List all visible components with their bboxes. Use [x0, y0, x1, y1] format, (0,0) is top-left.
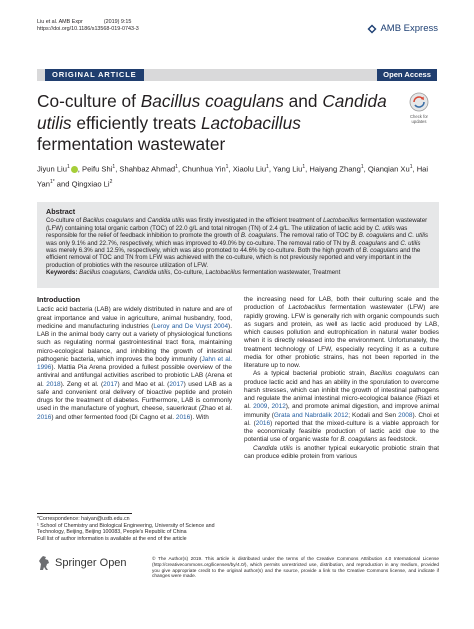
text-run: Lactic acid bacteria (LAB) are widely distributed in nature and are of great importance and value in agriculture, animal husbandry, food, medicine and manufacturing industries ( — [37, 306, 232, 330]
author-conjunction: and — [54, 179, 72, 189]
citation-link[interactable]: 2009 — [253, 403, 268, 411]
keywords-label: Keywords: — [46, 269, 78, 277]
author-name[interactable]: Qingxiao Li — [71, 179, 110, 189]
keywords-list — [77, 269, 340, 276]
citation-link[interactable]: 2008 — [398, 411, 413, 419]
italic-term: B. coagulans — [240, 232, 277, 240]
author-info-note: Full list of author information is available at the end of the article — [37, 535, 187, 542]
paragraph — [244, 296, 439, 370]
author-affiliation-marker: 1 — [302, 164, 306, 170]
citation-link[interactable]: 2018 — [46, 380, 61, 388]
check-for-updates-label: Check for updates — [410, 114, 428, 124]
author-name[interactable]: Yang Liu — [272, 164, 303, 174]
text-run: ). Mattia Pia Arena provided a fullest possible overview of the antiviral and antifungal activities ascribed to probiotic LAB (Arena et al. — [37, 364, 232, 388]
text-run: , Co-culture, — [170, 269, 206, 277]
title-text: fermentation wastewater — [37, 134, 226, 154]
text-run: ) and Mao et al. ( — [117, 380, 170, 388]
text-run: As a typical bacterial probiotic strain, — [253, 370, 370, 378]
text-run: fermentation wastewater (LFW) are rapidly growing. LFW is generally rich with organic compounds such as sugars and protein, as well as lactic acid produced by LAB, which causes pollution and eutrophication in natural water bodies when it is directly released into the environment. Unfortunately, the treatment technology of LFW, especially recycling it as a culture media for other probiotic strains, has not been reported in the literature up to now. — [244, 304, 439, 369]
paragraph — [244, 445, 439, 462]
author-name[interactable]: Qianqian Xu — [367, 164, 410, 174]
footnote-divider — [37, 513, 132, 514]
text-run: and — [386, 239, 401, 247]
paragraph — [244, 370, 439, 444]
text-run: . The removal ratio of TOC by — [276, 232, 359, 240]
italic-term: Lactobacillus — [288, 304, 326, 312]
keywords — [46, 269, 430, 276]
text-run: ). With — [190, 413, 209, 421]
text-run: ). Choi et al. ( — [244, 411, 439, 427]
author-name[interactable]: Jiyun Liu — [37, 164, 67, 174]
abstract-heading: Abstract — [46, 207, 76, 216]
publisher-logo[interactable] — [37, 555, 127, 571]
author-list: Jiyun Liu$^1$ , Peifu Shi$^1$, Shahbaz Ahmad$^1$, Chunhua Yin$^1$, Xiaolu Liu$^1$, Yang Liu$^1$, Haiyang Zhang$^1$, Qianqian Xu$^1$, Hai Yan$^{1*}$ and Qingxiao Li$^2$ — [37, 164, 429, 189]
text-run: ), and promote animal digestion, and improve animal immunity ( — [244, 403, 440, 419]
text-run: and — [394, 232, 408, 240]
citation-link[interactable]: Grata and Nabrdalik 2012 — [273, 411, 349, 419]
text-run: and — [133, 217, 148, 225]
doi-link[interactable]: https://doi.org/10.1186/s13568-019-0743-3 — [37, 26, 139, 32]
text-run: ) and other fermented food (Di Cagno et al. — [51, 413, 176, 421]
text-run: , — [130, 269, 134, 277]
springer-horse-icon — [37, 555, 51, 571]
affiliation-note: ¹ School of Chemistry and Biological Engineering, University of Science and Technology, Beijing, Beijing 100083, People's Republic of China — [37, 522, 215, 535]
text-run: is another typical eukaryotic probiotic strain that can produce edible protein from various — [244, 444, 439, 460]
italic-term: Lactobacillus — [205, 269, 241, 277]
text-run: the increasing need for LAB, both their culturing scale and the production of — [244, 296, 439, 312]
running-header — [37, 19, 139, 33]
italic-term: B. coagulans — [362, 247, 399, 255]
citation-link[interactable]: 2016 — [255, 419, 271, 427]
text-run: was firstly investigated in the efficient treatment of — [184, 217, 324, 225]
text-run: was only 9.1% and 22.7%, respectively, which was improved to 49.0% by co-culture. The removal ratio of TN by — [46, 239, 352, 247]
text-run: ) reported that the mixed-culture is a viable approach for the economically feasible production of lactic acid due to the potential use of organic waste for — [244, 419, 439, 444]
text-run: ) used LAB as a safe and convenient oral delivery of bioactive peptide and protein drugs for the treatment of diabetes. Furthermore, LAB is commonly used in the manufacture of yoghurt, cheese, sauerkraut (Zhao et al. — [37, 380, 232, 413]
italic-term: B. coagulans — [340, 436, 378, 444]
italic-term: C. utilis — [407, 232, 429, 240]
footnotes — [37, 516, 232, 542]
author-name[interactable]: Peifu Shi — [82, 164, 113, 174]
body-left-column — [37, 296, 232, 422]
title-genus: Lactobacillus — [200, 112, 301, 133]
text-run: ). Zeng et al. ( — [60, 380, 104, 388]
journal-citation: Liu et al. AMB Expr — [37, 19, 83, 25]
author-name[interactable]: Shahbaz Ahmad — [119, 164, 176, 174]
check-for-updates-icon — [409, 92, 429, 112]
text-run: as feedstock. — [377, 436, 418, 444]
open-access-badge: Open Access — [377, 69, 437, 81]
author-affiliation-marker: 1 — [66, 164, 70, 170]
abstract-text — [46, 217, 430, 269]
article-title — [37, 91, 397, 156]
text-run: fermentation wastewater (LFW) containing total organic carbon (TOC) of 22.0 g/L and total nitrogen (TN) of 2.4 g/L. The utilization of lactic acid by — [46, 217, 428, 232]
correspondence-note: *Correspondence: haiyan@ustb.edu.cn — [37, 516, 130, 522]
italic-term: C. utilis — [374, 224, 395, 232]
citation-link[interactable]: 2012 — [271, 403, 286, 411]
citation-link[interactable]: Leroy and De Vuyst 2004 — [153, 322, 229, 330]
paragraph — [37, 306, 232, 422]
italic-term: B. coagulans — [351, 239, 387, 247]
author-name[interactable]: Hai Yan — [37, 164, 429, 189]
italic-term: Bacillus coagulans — [79, 269, 130, 277]
author-affiliation-marker: 1 — [112, 164, 116, 170]
citation-link[interactable]: 2017 — [169, 380, 184, 388]
text-run: fermentation wastewater, Treatment — [240, 269, 341, 277]
orcid-icon[interactable] — [71, 166, 78, 173]
article-type-label: ORIGINAL ARTICLE — [45, 69, 144, 81]
title-species: Bacillus coagulans — [140, 91, 284, 111]
title-text: and — [283, 91, 323, 111]
title-text: Co-culture of — [37, 91, 141, 111]
text-run: , — [267, 403, 272, 411]
author-name[interactable]: Haiyang Zhang — [309, 164, 361, 174]
text-run: ; Kodali and Sen — [348, 411, 399, 419]
check-for-updates-button[interactable] — [401, 92, 437, 124]
author-affiliation-marker: 1 — [225, 164, 229, 170]
author-affiliation-marker: 2 — [109, 178, 113, 185]
article-type-bar — [37, 69, 437, 81]
italic-term: B. coagulans — [358, 232, 395, 240]
italic-term: Candida utilis — [253, 444, 293, 452]
citation-link[interactable]: 2016 — [37, 413, 52, 421]
title-species: Candida utilis — [37, 91, 387, 133]
italic-term: Bacillus coagulans — [82, 217, 134, 225]
license-statement: © The Author(s) 2019. This article is distributed under the terms of the Creative Commons Attribution 4.0 International License (http://creativecommons.org/licenses/by/4.0/), which permits unrestricted use, distribution, and reproduction in any medium, provided you give appropriate credit to the original author(s) and the source, provide a link to the Creative Commons license, and indicate if changes were made. — [152, 557, 439, 580]
title-text: efficiently treats — [71, 112, 201, 133]
author-name[interactable]: Xiaolu Liu — [232, 164, 267, 174]
author-affiliation-marker: 1 — [175, 164, 178, 170]
text-run: was merely 6.3% and 12.5%, respectively, which was also promoted to 44.6% by co-culture. Both the high growth of — [46, 247, 363, 255]
italic-term: Lactobacillus — [323, 217, 359, 225]
citation-link[interactable]: 2017 — [103, 380, 118, 388]
author-affiliation-marker: 1 — [409, 164, 413, 170]
amb-express-logo-icon — [367, 24, 377, 34]
journal-brand[interactable] — [367, 23, 438, 34]
author-name[interactable]: Chunhua Yin — [182, 164, 226, 174]
brand-name: AMB Express — [380, 23, 438, 34]
italic-term: Candida utilis — [147, 217, 185, 225]
abstract-box — [37, 202, 439, 288]
body-right-column — [244, 296, 439, 461]
text-run: was responsible for the relief of feedback inhibition to promote the growth of — [46, 224, 408, 240]
text-run: Co-culture of — [46, 217, 83, 225]
citation-link[interactable]: 2016 — [175, 413, 191, 421]
italic-term: C. utilis — [400, 239, 421, 247]
citation-link[interactable]: Jahn et al. 1996 — [37, 355, 232, 371]
text-run: can produce lactic acid and has an ability in the sporulation to overcome harsh stresses, which can inhibit the growth of intestinal pathogens and regulate the animal intestinal micro-ecological balance (Riazi et al. — [244, 370, 439, 411]
text-run: ). LAB in the animal body carry out a variety of physiological functions such as regulating normal gastrointestinal tract flora, maintaining micro-ecological balance, and inhibiting the growth of intestinal pathogenic bacteria, which improves the body immunity ( — [37, 322, 232, 363]
publisher-name: Springer Open — [55, 557, 127, 569]
section-heading-introduction: Introduction — [37, 295, 81, 304]
year-volume: (2019) 9:15 — [103, 19, 132, 25]
author-affiliation-marker: 1 — [360, 164, 364, 170]
author-affiliation-marker: 1 — [266, 164, 269, 170]
author-affiliation-marker: 1* — [49, 178, 55, 185]
italic-term: Bacillus coagulans — [369, 370, 426, 378]
italic-term: Candida utilis — [133, 269, 171, 277]
text-run: and the efficient removal of TOC and TN from LFW was achieved with the co-culture, which is not previously reported and very important in the production of probiotics with the resource utilization of LFW. — [46, 247, 421, 269]
